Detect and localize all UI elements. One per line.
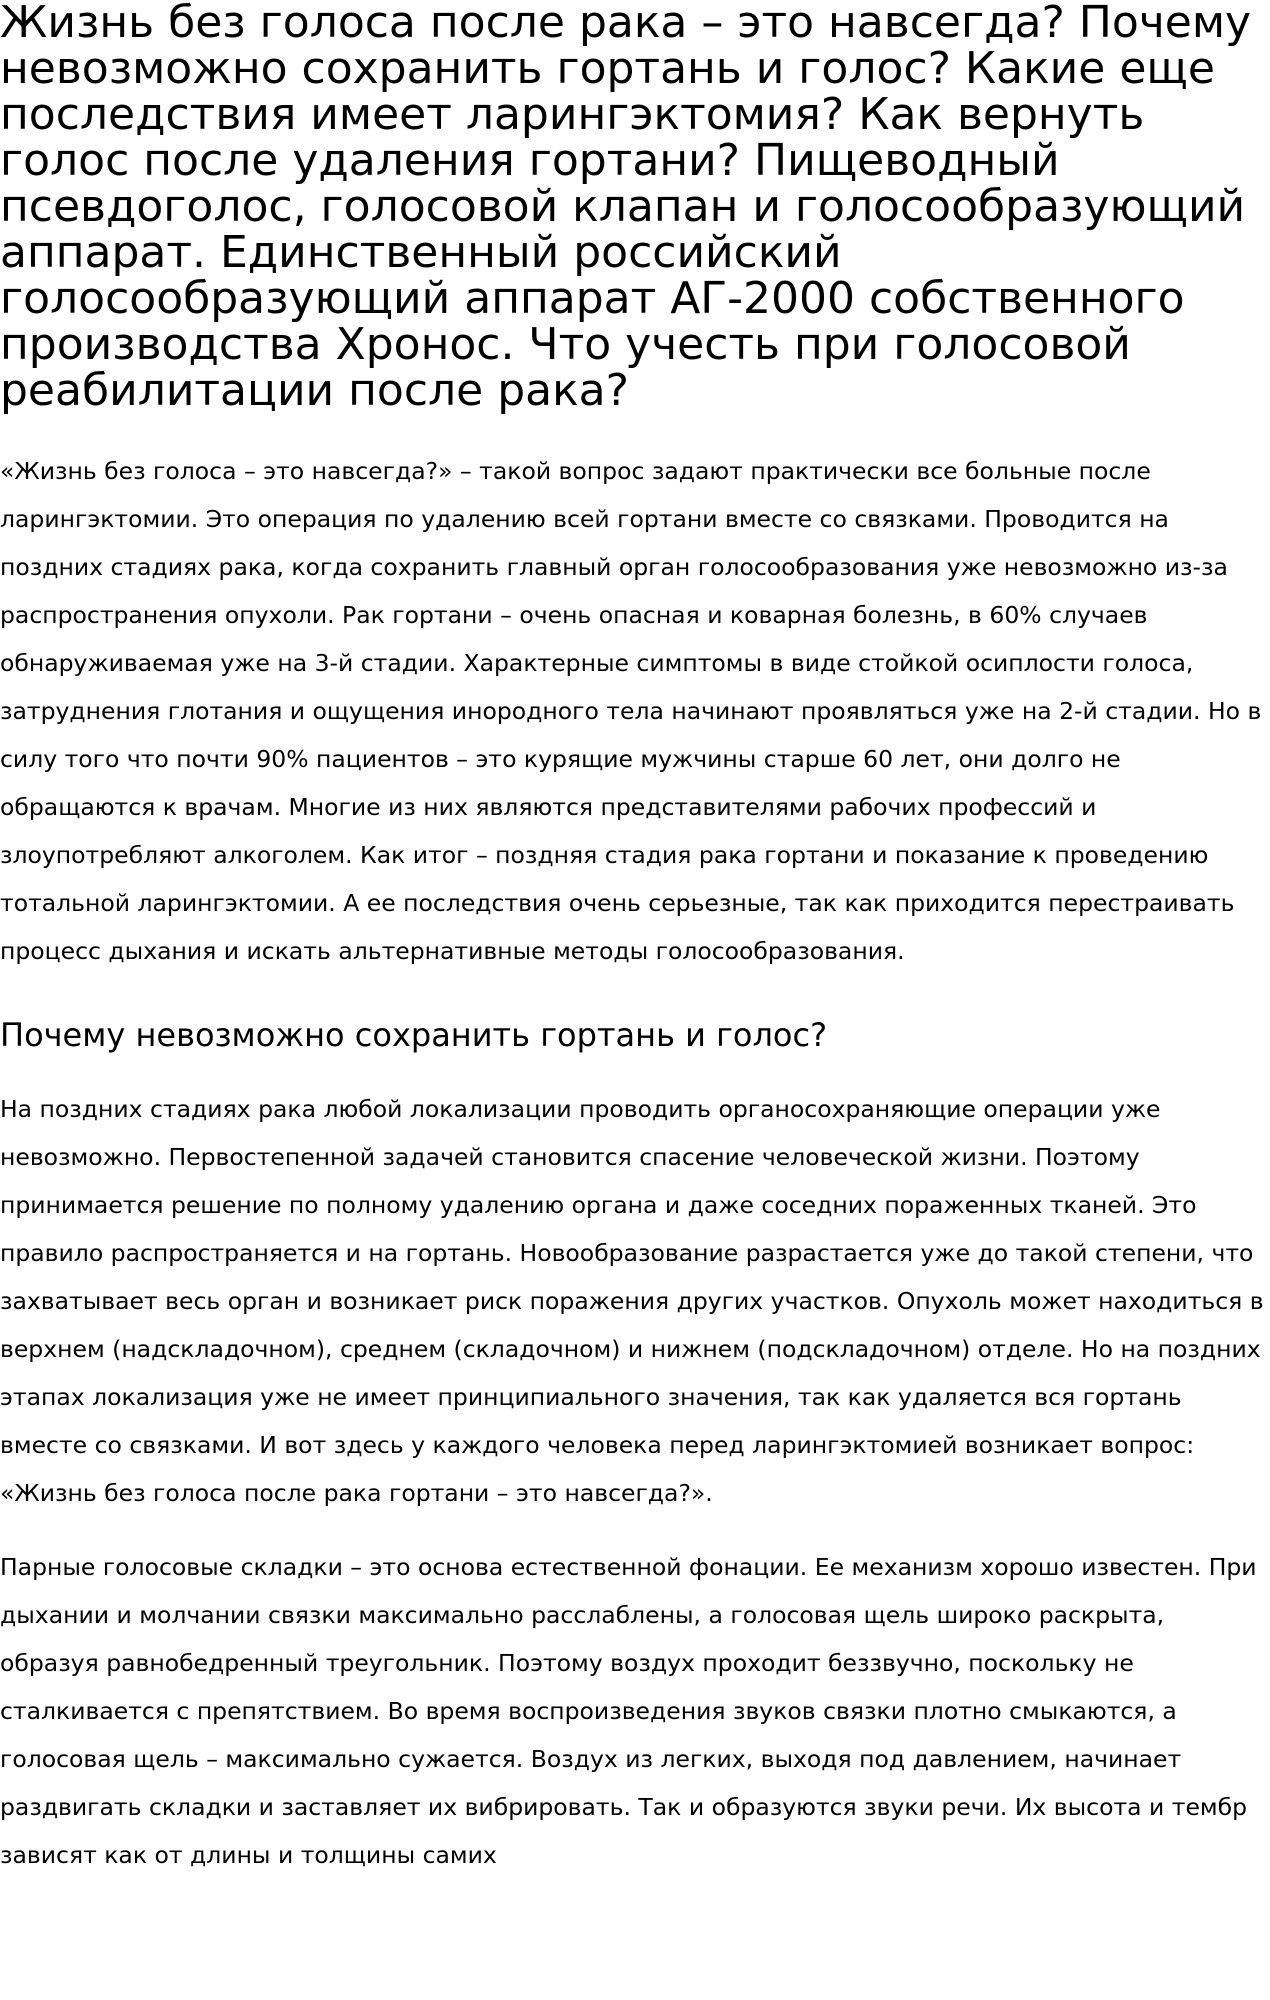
section-paragraph-2: Парные голосовые складки – это основа естественной фонации. Ее механизм хорошо известен. При дыхании и молчании связки максимально расслаблены, а голосовая щель широко раскрыта, образуя равнобедренный треугольник. Поэтому воздух проходит беззвучно, поскольку не сталкивается с препятствием. Во время воспроизведения звуков связки плотно смыкаются, а голосовая щель – максимально сужается. Воздух из легких, выходя под давлением, начинает раздвигать складки и заставляет их вибрировать. Так и образуются звуки речи. Их высота и тембр зависят как от длины и толщины самих	[0, 1553, 1257, 1869]
section-paragraph-1: На поздних стадиях рака любой локализации проводить органосохраняющие операции уже невозможно. Первостепенной задачей становится спасение человеческой жизни. Поэтому принимается решение по полному удалению органа и даже соседних пораженных тканей. Это правило распространяется и на гортань. Новообразование разрастается уже до такой степени, что захватывает весь орган и возникает риск поражения других участков. Опухоль может находиться в верхнем (надскладочном), среднем (складочном) и нижнем (подскладочном) отделе. Но на поздних этапах локализация уже не имеет принципиального значения, так как удаляется вся гортань вместе со связками. И вот здесь у каждого человека перед ларингэктомией возникает вопрос: «Жизнь без голоса после рака гортани – это навсегда?».	[0, 1095, 1264, 1507]
article-title: Жизнь без голоса после рака – это навсегда? Почему невозможно сохранить гортань и голос? Какие еще последствия имеет ларингэктомия? Как вернуть голос после удаления гортани? Пищеводный псевдоголос, голосовой клапан и голосообразующий аппарат. Единственный российский голосообразующий аппарат АГ-2000 собственного производства Хронос. Что учесть при голосовой реабилитации после рака?	[0, 0, 1252, 416]
section-heading: Почему невозможно сохранить гортань и голос?	[0, 1016, 828, 1054]
intro-paragraph: «Жизнь без голоса – это навсегда?» – такой вопрос задают практически все больные после ларингэктомии. Это операция по удалению всей гортани вместе со связками. Проводится на поздних стадиях рака, когда сохранить главный орган голосообразования уже невозможно из-за распространения опухоли. Рак гортани – очень опасная и коварная болезнь, в 60% случаев обнаруживаемая уже на 3-й стадии. Характерные симптомы в виде стойкой осиплости голоса, затруднения глотания и ощущения инородного тела начинают проявляться уже на 2-й стадии. Но в силу того что почти 90% пациентов – это курящие мужчины старше 60 лет, они долго не обращаются к врачам. Многие из них являются представителями рабочих профессий и злоупотребляют алкоголем. Как итог – поздняя стадия рака гортани и показание к проведению тотальной ларингэктомии. А ее последствия очень серьезные, так как приходится перестраивать процесс дыхания и искать альтернативные методы голосообразования.	[0, 457, 1262, 965]
